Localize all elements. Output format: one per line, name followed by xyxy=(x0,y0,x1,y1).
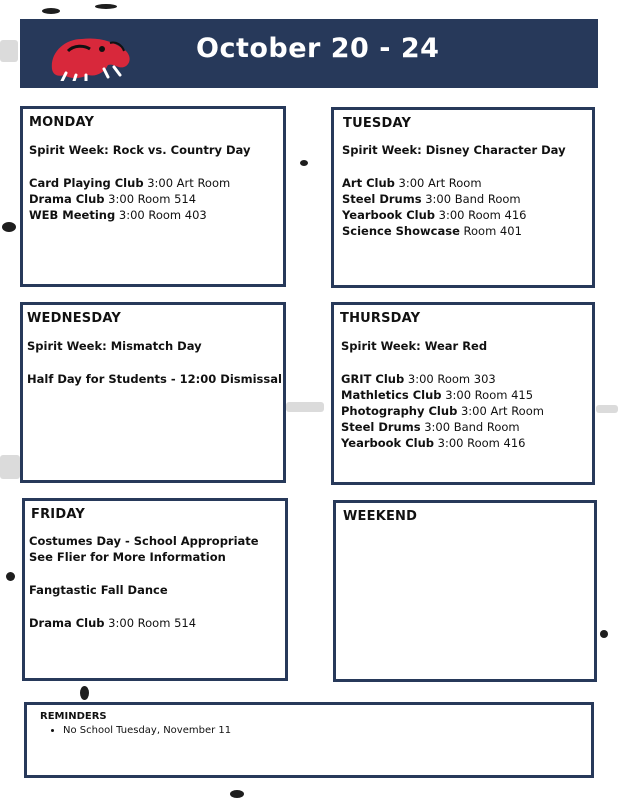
paint-smudge xyxy=(286,402,324,412)
event-detail: 3:00 Room 514 xyxy=(104,616,197,630)
event-line xyxy=(29,175,279,191)
thursday-events xyxy=(341,338,588,451)
event-line xyxy=(341,403,588,419)
paint-smudge xyxy=(596,405,618,413)
event-name: Science Showcase xyxy=(342,224,460,238)
event-name: Half Day for Students - 12:00 Dismissal xyxy=(27,372,282,386)
reminders-list xyxy=(49,725,231,736)
friday-events xyxy=(29,533,281,631)
blank-line xyxy=(29,158,279,175)
event-detail: 3:00 Art Room xyxy=(394,176,482,190)
event-detail: Room 401 xyxy=(459,224,522,238)
blank-line xyxy=(29,598,281,615)
wednesday-box xyxy=(20,302,286,483)
event-line xyxy=(342,223,588,239)
ink-splat xyxy=(2,222,16,232)
event-line xyxy=(29,582,281,598)
event-name: WEB Meeting xyxy=(29,208,116,222)
tuesday-box xyxy=(331,107,595,288)
ink-splat xyxy=(230,790,244,798)
event-detail: 3:00 Room 514 xyxy=(104,192,197,206)
ink-splat xyxy=(6,572,15,581)
event-name: See Flier for More Information xyxy=(29,550,226,564)
event-name: Steel Drums xyxy=(341,420,421,434)
blank-line xyxy=(342,158,588,175)
wednesday-events xyxy=(27,338,282,387)
event-line xyxy=(341,338,588,354)
event-line xyxy=(29,549,281,565)
page-title: October 20 - 24 xyxy=(196,33,440,64)
event-line xyxy=(29,191,279,207)
event-line xyxy=(27,338,279,354)
red-paw-mascot-icon xyxy=(44,29,134,81)
event-name: Drama Club xyxy=(29,616,105,630)
event-name: GRIT Club xyxy=(341,372,405,386)
reminders-box xyxy=(24,702,594,778)
header-banner xyxy=(20,19,598,88)
event-line xyxy=(29,207,279,223)
event-detail: 3:00 Band Room xyxy=(420,420,520,434)
event-detail: 3:00 Art Room xyxy=(457,404,544,418)
event-line xyxy=(342,207,588,223)
event-name: Photography Club xyxy=(341,404,458,418)
event-name: Spirit Week: Mismatch Day xyxy=(27,339,202,353)
blank-line xyxy=(341,354,588,371)
event-detail: 3:00 Art Room xyxy=(143,176,231,190)
event-name: Spirit Week: Rock vs. Country Day xyxy=(29,143,251,157)
event-name: Spirit Week: Disney Character Day xyxy=(342,143,566,157)
event-line xyxy=(341,387,588,403)
event-detail: 3:00 Room 415 xyxy=(441,388,534,402)
ink-splat xyxy=(42,8,60,14)
event-name: Card Playing Club xyxy=(29,176,144,190)
event-name: Mathletics Club xyxy=(341,388,442,402)
ink-splat xyxy=(80,686,89,700)
wednesday-heading: WEDNESDAY xyxy=(27,311,121,326)
monday-events xyxy=(29,142,279,223)
event-line xyxy=(342,142,588,158)
event-detail: 3:00 Room 416 xyxy=(434,436,526,450)
event-line xyxy=(341,419,588,435)
tuesday-heading: TUESDAY xyxy=(343,116,412,131)
event-name: Spirit Week: Wear Red xyxy=(341,339,488,353)
weekend-box xyxy=(333,500,597,682)
paint-smudge xyxy=(0,455,20,479)
reminders-heading: REMINDERS xyxy=(40,711,107,722)
paint-smudge xyxy=(0,40,18,62)
event-name: Costumes Day - School Appropriate xyxy=(29,534,259,548)
blank-line xyxy=(29,565,281,582)
event-line xyxy=(29,533,281,549)
event-name: Yearbook Club xyxy=(341,436,434,450)
ink-splat xyxy=(95,4,117,9)
event-detail: 3:00 Band Room xyxy=(421,192,521,206)
event-name: Yearbook Club xyxy=(342,208,435,222)
event-name: Fangtastic Fall Dance xyxy=(29,583,168,597)
event-line xyxy=(342,175,588,191)
thursday-heading: THURSDAY xyxy=(340,311,421,326)
event-line xyxy=(29,142,279,158)
thursday-box xyxy=(331,302,595,485)
ink-splat xyxy=(600,630,608,638)
event-detail: 3:00 Room 303 xyxy=(404,372,496,386)
event-name: Steel Drums xyxy=(342,192,422,206)
event-detail: 3:00 Room 416 xyxy=(435,208,527,222)
friday-box xyxy=(22,498,288,681)
event-name: Art Club xyxy=(342,176,395,190)
ink-splat xyxy=(300,160,308,166)
blank-line xyxy=(27,354,279,371)
event-detail: 3:00 Room 403 xyxy=(115,208,207,222)
monday-heading: MONDAY xyxy=(29,115,95,130)
tuesday-events xyxy=(342,142,588,239)
event-line xyxy=(341,371,588,387)
event-line xyxy=(29,615,281,631)
event-line xyxy=(341,435,588,451)
event-line xyxy=(342,191,588,207)
event-name: Drama Club xyxy=(29,192,105,206)
reminder-item: • No School Tuesday, November 11 xyxy=(63,725,231,736)
event-line xyxy=(27,371,282,387)
weekend-heading: WEEKEND xyxy=(343,509,418,524)
monday-box xyxy=(20,106,286,287)
friday-heading: FRIDAY xyxy=(31,507,85,522)
